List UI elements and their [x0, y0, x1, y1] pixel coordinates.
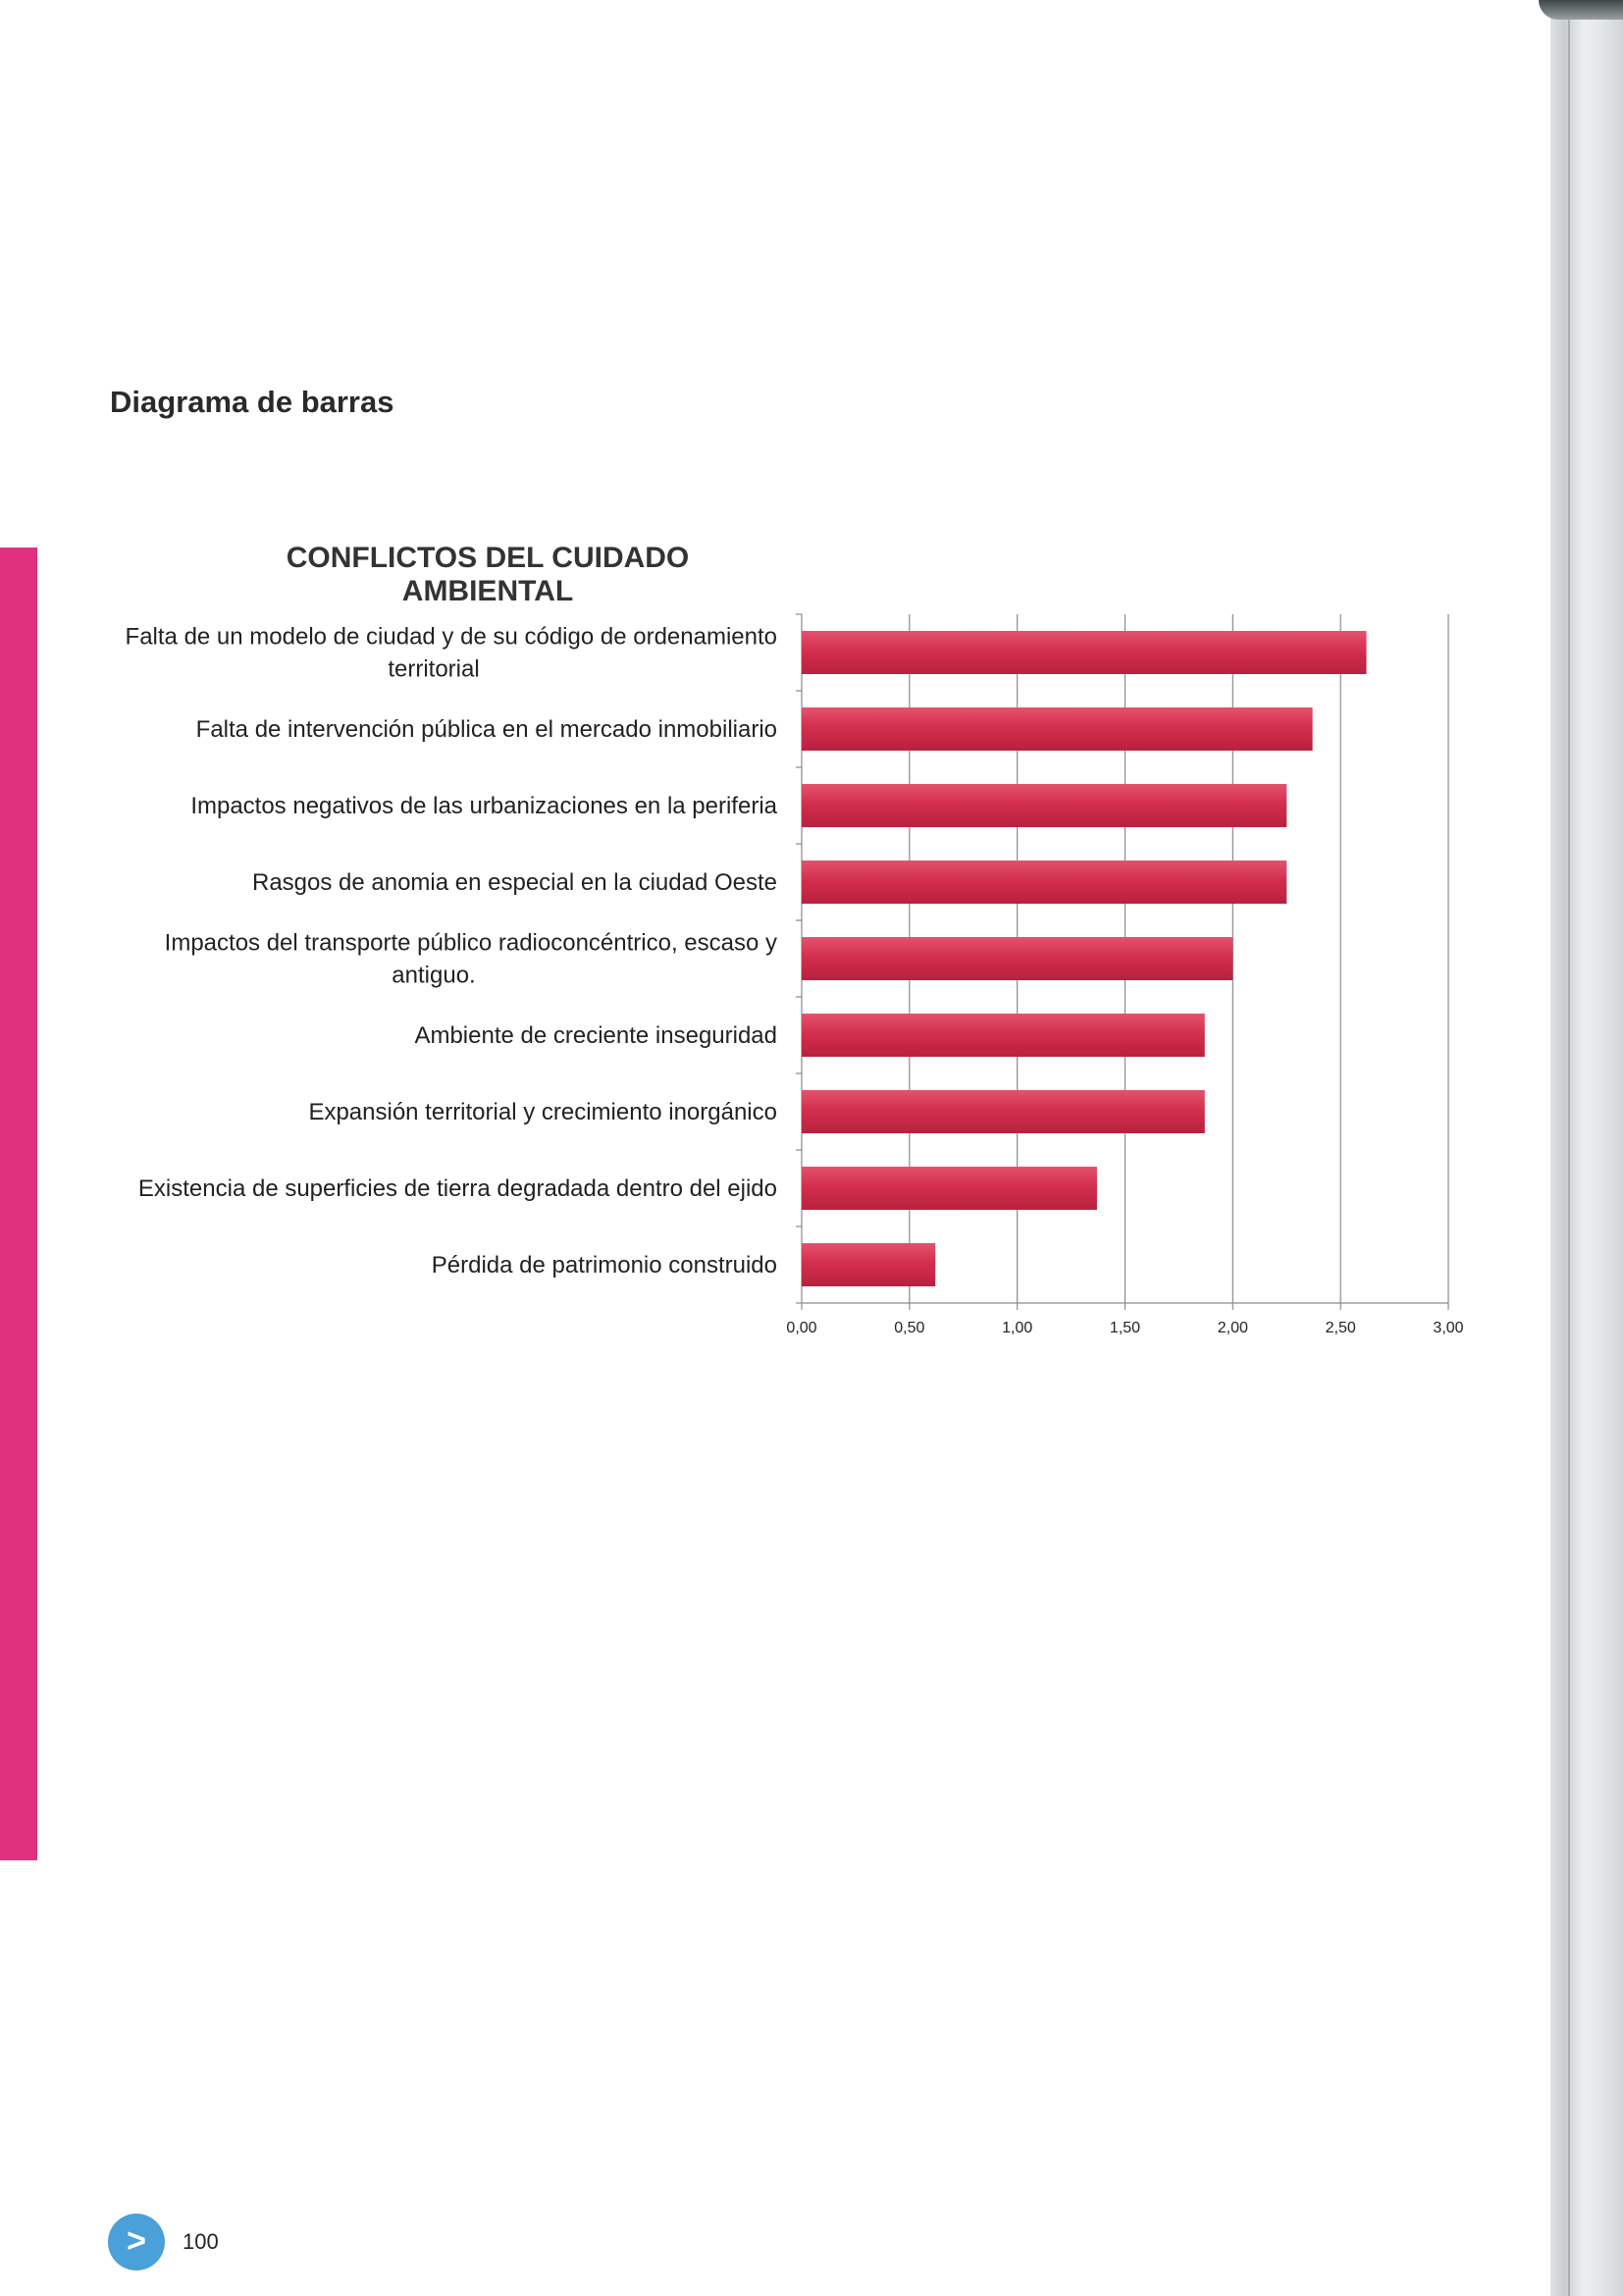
section-heading: Diagrama de barras	[110, 385, 394, 419]
bar	[802, 1167, 1097, 1210]
bar	[802, 1090, 1205, 1133]
category-label: Existencia de superficies de tierra degradada dentro del ejido	[137, 1175, 777, 1202]
x-tick-label: 3,00	[1433, 1320, 1464, 1336]
x-tick-label: 0,00	[786, 1320, 817, 1336]
bar	[802, 784, 1286, 827]
category-label: Impactos del transporte público radioconcéntrico, escaso y antiguo.	[164, 929, 777, 989]
category-label: Rasgos de anomia en especial en la ciudad Oeste	[251, 869, 777, 896]
category-label: Expansión territorial y crecimiento inorgánico	[308, 1099, 777, 1125]
category-label: Impactos negativos de las urbanizaciones en la periferia	[190, 793, 777, 819]
page-edge	[1550, 0, 1623, 2296]
bars	[802, 631, 1367, 1286]
bar	[802, 1243, 935, 1286]
page-corner	[1539, 0, 1623, 20]
x-tick-label: 0,50	[894, 1320, 925, 1336]
chart-title: CONFLICTOS DEL CUIDADO AMBIENTAL	[286, 542, 690, 607]
page-number: 100	[183, 2229, 219, 2254]
x-tick-label: 1,00	[1002, 1320, 1033, 1336]
bar	[802, 707, 1313, 751]
category-label: Ambiente de creciente inseguridad	[414, 1022, 777, 1049]
bar-chart	[0, 589, 1531, 1354]
category-label: Falta de intervención pública en el mercado inmobiliario	[195, 716, 777, 743]
category-label: Pérdida de patrimonio construido	[431, 1252, 777, 1278]
tick-labels	[786, 1320, 1463, 1336]
category-labels	[126, 624, 778, 1279]
bar	[802, 861, 1286, 904]
x-tick-label: 1,50	[1109, 1320, 1141, 1336]
bar	[802, 1014, 1205, 1057]
bar	[802, 937, 1232, 980]
category-label: Falta de un modelo de ciudad y de su código de ordenamiento territorial	[125, 623, 777, 683]
next-arrow-icon[interactable]: >	[108, 2214, 165, 2270]
x-tick-label: 2,00	[1217, 1320, 1248, 1336]
page-edge-line	[1568, 0, 1570, 2296]
bar	[802, 631, 1367, 674]
x-tick-label: 2,50	[1325, 1320, 1356, 1336]
